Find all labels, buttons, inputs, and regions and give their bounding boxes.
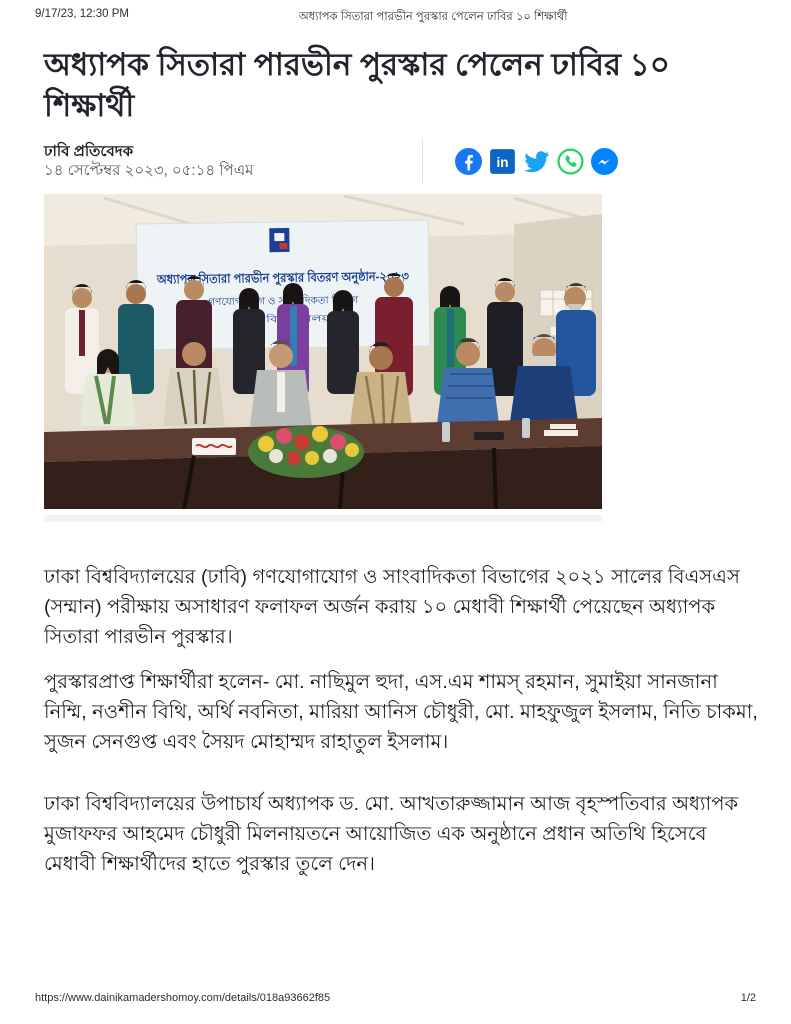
article-paragraph-1: ঢাকা বিশ্ববিদ্যালয়ের (ঢাবি) গণযোগাযোগ ও সাংবাদিকতা বিভাগের ২০২১ সালের বিএসএস (সম্মান) পরীক্ষায় অসাধারণ ফলাফল অর্জন করায় ১০ মেধাবী শিক্ষার্থী পেয়েছেন অধ্যাপক সিতারা পারভীন পুরস্কার। (44, 566, 740, 648)
svg-text:ঢাকা বিশ্ববিদ্যালয়: ঢাকা বিশ্ববিদ্যালয় (237, 313, 299, 325)
messenger-share-icon[interactable] (591, 148, 618, 175)
linkedin-share-icon[interactable] (489, 148, 516, 175)
article-body (44, 562, 758, 879)
article (44, 44, 758, 894)
article-meta-row (44, 138, 758, 184)
print-header (35, 8, 756, 26)
byline-block (44, 142, 422, 181)
print-footer (35, 992, 756, 1004)
photo-frame (44, 194, 602, 509)
article-headline: অধ্যাপক সিতারা পারভীন পুরস্কার পেলেন ঢাবির ১০ শিক্ষার্থী (44, 47, 670, 123)
page-number: 1/2 (740, 992, 756, 1004)
social-share-bar (455, 148, 618, 175)
svg-text:in: in (496, 154, 509, 170)
flower-bouquet (248, 426, 364, 478)
photo-caption-strip (44, 515, 602, 522)
photo-illustration (44, 194, 602, 509)
article-byline: ঢাবি প্রতিবেদক (44, 142, 134, 160)
facebook-share-icon[interactable] (455, 148, 482, 175)
svg-text:গণযোগাযোগ ও সাংবাদিকতা বিভাগ: গণযোগাযোগ ও সাংবাদিকতা বিভাগ (208, 295, 352, 309)
article-photo (44, 194, 602, 522)
source-url: https://www.dainikamadershomoy.com/details/018a93662f85 (35, 992, 331, 1004)
print-page-title: অধ্যাপক সিতারা পারভীন পুরস্কার পেলেন ঢাবির ১০ শিক্ষার্থী (298, 11, 568, 23)
article-paragraph-3: ঢাকা বিশ্ববিদ্যালয়ের উপাচার্য অধ্যাপক ড. মো. আখতারুজ্জামান আজ বৃহস্পতিবার অধ্যাপক মুজাফফর আহমেদ চৌধুরী মিলনায়তনে আয়োজিত এক অনুষ্ঠানে প্রধান অতিথি হিসেবে মেধাবী শিক্ষার্থীদের হাতে পুরস্কার তুলে দেন। (44, 793, 739, 875)
article-paragraph-2: পুরস্কারপ্রাপ্ত শিক্ষার্থীরা হলেন- মো. নাছিমুল হুদা, এস.এম শামস্ রহমান, সুমাইয়া সানজানা নিম্মি, নওশীন বিথি, অর্থি নবনিতা, মারিয়া আনিস চৌধুরী, মো. মাহফুজুল ইসলাম, নিতি চাকমা, সুজন সেনগুপ্ত এবং সৈয়দ মোহাম্মদ রাহাতুল ইসলাম। (44, 671, 758, 753)
svg-text:অধ্যাপক সিতারা পারভীন পুরস্কার: অধ্যাপক সিতারা পারভীন পুরস্কার বিতরণ অনুষ্ঠান-২০২৩ (156, 268, 435, 287)
print-datetime: 9/17/23, 12:30 PM (35, 8, 129, 20)
twitter-share-icon[interactable] (523, 148, 550, 175)
article-published-date: ১৪ সেপ্টেম্বর ২০২৩, ০৫:১৪ পিএম (44, 161, 254, 179)
whatsapp-share-icon[interactable] (557, 148, 584, 175)
vertical-divider (422, 139, 423, 183)
